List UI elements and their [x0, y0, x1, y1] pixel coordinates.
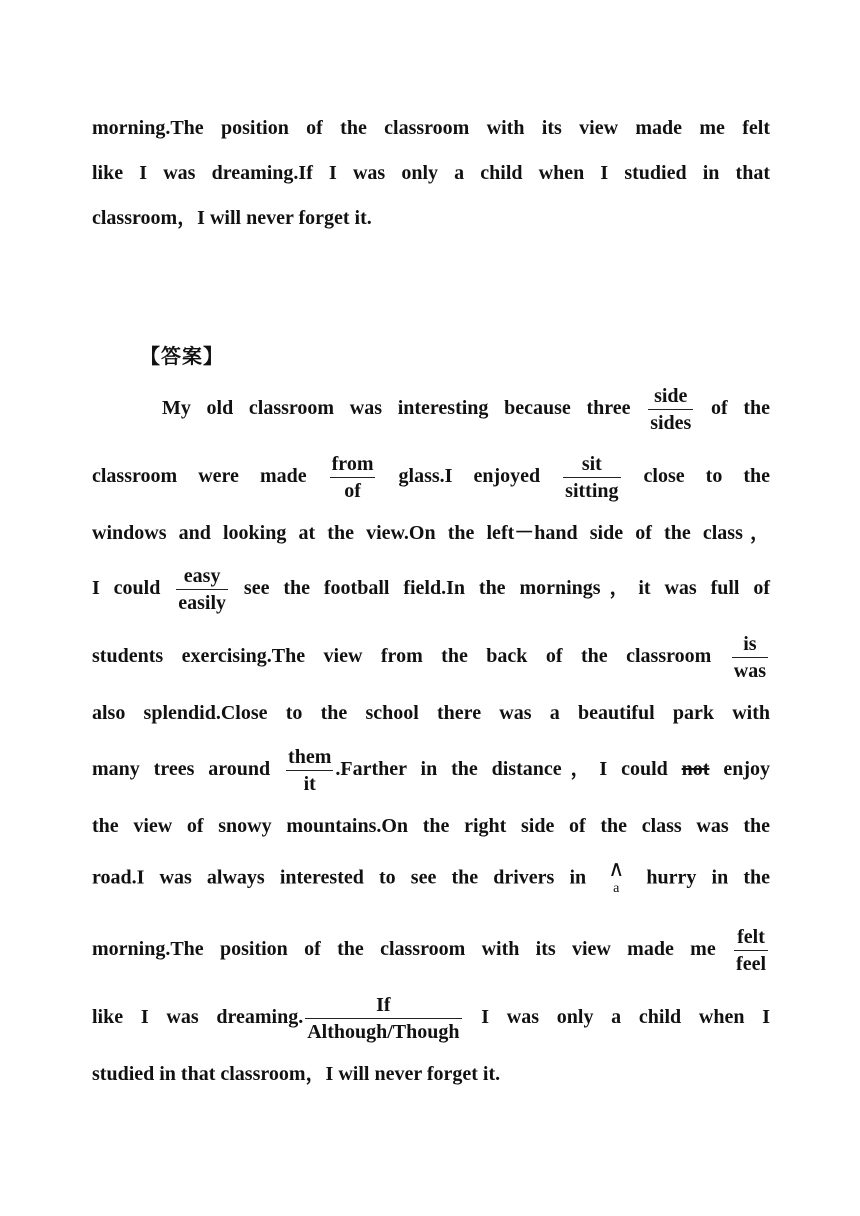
- corrected-word: sitting: [565, 480, 619, 502]
- text-segment: classroom were made: [92, 465, 307, 488]
- text-line: like I was dreaming.If I was only a child when I studied in that: [92, 162, 770, 184]
- original-word: easy: [176, 563, 228, 590]
- original-word: felt: [734, 924, 768, 951]
- answer-line: [92, 631, 770, 684]
- text-line: morning.The position of the classroom with its view made me felt: [92, 117, 770, 139]
- insertion-mark: [605, 856, 627, 896]
- answer-line: [92, 451, 770, 504]
- text-segment: many trees around $\frac{\text{them}}{it}$ .Farther in the distance，I could: [92, 746, 668, 795]
- answer-line: windows and looking at the view.On the left－hand side of the class，: [92, 522, 770, 544]
- document-page: [92, 0, 770, 1216]
- answer-line: [92, 383, 770, 436]
- text-segment: close to the: [643, 465, 771, 488]
- corrected-word: sides: [650, 412, 692, 434]
- text-segment: like I was dreaming. $\frac{If}{\text{Although/Though}}$: [92, 994, 460, 1043]
- original-word: sit: [563, 451, 620, 478]
- deleted-word: not: [681, 758, 710, 781]
- text-segment: students exercising.The view from the back of the classroom: [92, 645, 712, 668]
- answer-line: studied in that classroom，I will never forget it.: [92, 1063, 501, 1085]
- correction: [330, 451, 376, 504]
- answer-line: [92, 924, 770, 977]
- answer-line: [92, 563, 770, 616]
- correction: [563, 451, 620, 504]
- corrected-word: feel: [736, 953, 767, 975]
- corrected-word: Although/Though: [307, 1021, 460, 1043]
- correction: [648, 383, 693, 436]
- answer-line: [92, 744, 770, 797]
- text-segment: morning.The position of the classroom with its view made me: [92, 938, 716, 961]
- inserted-word: a: [613, 881, 620, 896]
- text-segment: glass.I enjoyed: [398, 465, 541, 488]
- answer-line: the view of snowy mountains.On the right side of the class was the: [92, 815, 770, 837]
- corrected-word: of: [344, 480, 361, 502]
- corrected-word: easily: [178, 592, 227, 614]
- answer-line: [92, 992, 770, 1045]
- original-word: from: [330, 451, 376, 478]
- correction: [305, 992, 461, 1045]
- corrected-word: was: [733, 660, 767, 682]
- caret-icon: ∧: [608, 856, 625, 881]
- text-segment: see the football field.In the mornings，it was full of: [243, 577, 771, 600]
- text-segment: of the: [711, 397, 771, 420]
- corrected-word: it: [303, 773, 316, 795]
- text-segment: I was only a child when I: [481, 1006, 771, 1029]
- correction: [732, 631, 768, 684]
- original-word: side: [648, 383, 693, 410]
- correction: [176, 563, 228, 616]
- text-segment: hurry in the: [646, 866, 771, 889]
- text-segment: I could: [92, 577, 161, 600]
- correction: [734, 924, 768, 977]
- text-segment: enjoy: [723, 758, 771, 781]
- original-word: If: [305, 992, 461, 1019]
- original-word: is: [732, 631, 768, 658]
- text-line: classroom，I will never forget it.: [92, 207, 372, 229]
- answer-line: also splendid.Close to the school there was a beautiful park with: [92, 702, 770, 724]
- text-segment: My old classroom was interesting because three: [162, 397, 631, 420]
- answer-heading: 【答案】: [140, 346, 224, 368]
- answer-line: [92, 856, 771, 896]
- text-segment: road.I was always interested to see the drivers in: [92, 866, 587, 889]
- original-word: them: [286, 744, 333, 771]
- correction: [286, 744, 333, 797]
